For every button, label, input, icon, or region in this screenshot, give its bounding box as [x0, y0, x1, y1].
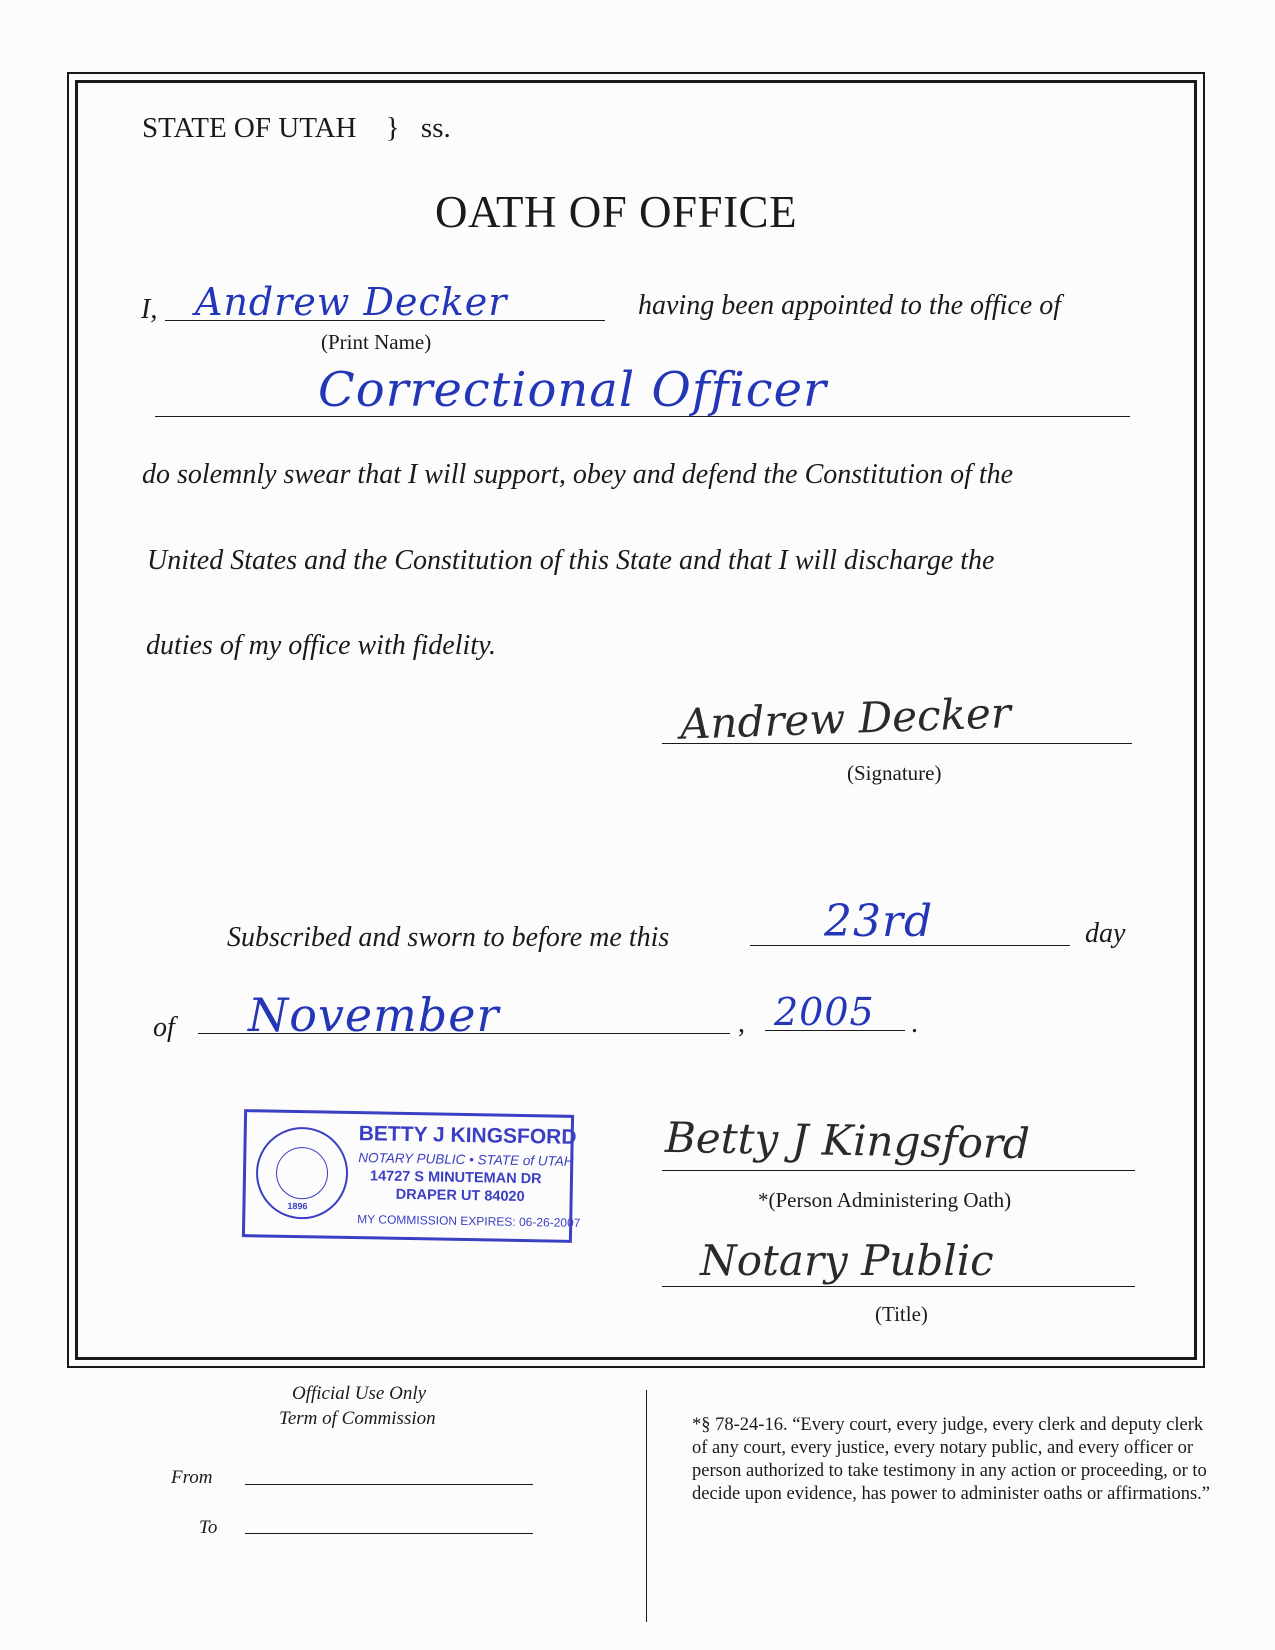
term-of-commission-label: Term of Commission	[279, 1408, 436, 1429]
appointed-text: having been appointed to the office of	[638, 290, 1062, 321]
footer-divider	[646, 1390, 647, 1622]
year-period: .	[911, 1008, 918, 1039]
title-caption: (Title)	[875, 1302, 928, 1326]
document-title: OATH OF OFFICE	[435, 187, 798, 237]
notary-city: DRAPER UT 84020	[395, 1186, 525, 1206]
oath-body-line-2: United States and the Constitution of this State and that I will discharge the	[147, 545, 995, 576]
day-word: day	[1085, 918, 1126, 949]
signature-line	[662, 743, 1132, 744]
month-handwritten: November	[248, 988, 500, 1042]
notary-stamp	[242, 1109, 581, 1243]
to-label: To	[199, 1517, 218, 1538]
notary-expiration: MY COMMISSION EXPIRES: 06-26-2007	[357, 1212, 581, 1231]
venue-line	[142, 112, 451, 145]
oath-body-line-3: duties of my office with fidelity.	[146, 630, 496, 661]
month-line	[198, 1033, 730, 1034]
title-line	[662, 1286, 1135, 1287]
oath-body-line-1: do solemnly swear that I will support, obey and defend the Constitution of the	[142, 459, 1014, 490]
notary-address: 14727 S MINUTEMAN DR	[369, 1168, 542, 1188]
official-use-label: Official Use Only	[292, 1383, 427, 1404]
from-line	[245, 1484, 533, 1485]
year-line	[765, 1030, 905, 1031]
state-seal	[255, 1126, 349, 1220]
oath-prefix: I,	[141, 294, 158, 325]
notary-commission-state: NOTARY PUBLIC • STATE of UTAH	[358, 1150, 574, 1169]
seal-year: 1896	[287, 1200, 308, 1212]
subscribed-text: Subscribed and sworn to before me this	[227, 922, 670, 953]
notary-name: BETTY J KINGSFORD	[358, 1122, 577, 1149]
print-name-handwritten: Andrew Decker	[195, 280, 508, 324]
from-label: From	[171, 1467, 213, 1488]
administrator-caption: *(Person Administering Oath)	[758, 1188, 1012, 1212]
venue-brace: }	[385, 112, 400, 144]
seal-emblem	[276, 1147, 329, 1200]
month-comma: ,	[738, 1008, 745, 1039]
year-handwritten: 2005	[774, 990, 875, 1034]
of-word: of	[153, 1012, 175, 1043]
signature-caption: (Signature)	[847, 761, 942, 785]
day-line	[750, 945, 1070, 946]
state-label: STATE OF UTAH	[142, 112, 357, 144]
day-handwritten: 23rd	[824, 896, 934, 947]
ss-label: ss.	[420, 112, 451, 144]
statute-citation: *§ 78-24-16. “Every court, every judge, every clerk and deputy clerk of any court, every justice, every notary public, and every officer or person authorized to take testimony in any action or proceeding, or to decide upon evidence, has power to administer oaths or affirmations.”	[692, 1415, 1211, 1504]
print-name-caption: (Print Name)	[321, 330, 432, 354]
office-line	[155, 416, 1130, 417]
print-name-line	[165, 320, 605, 321]
administrator-signature: Betty J Kingsford	[664, 1112, 1031, 1169]
title-handwritten: Notary Public	[700, 1236, 994, 1285]
office-handwritten: Correctional Officer	[318, 362, 827, 418]
oath-taker-signature: Andrew Decker	[679, 688, 1012, 749]
to-line	[245, 1533, 533, 1534]
administrator-line	[662, 1170, 1135, 1171]
